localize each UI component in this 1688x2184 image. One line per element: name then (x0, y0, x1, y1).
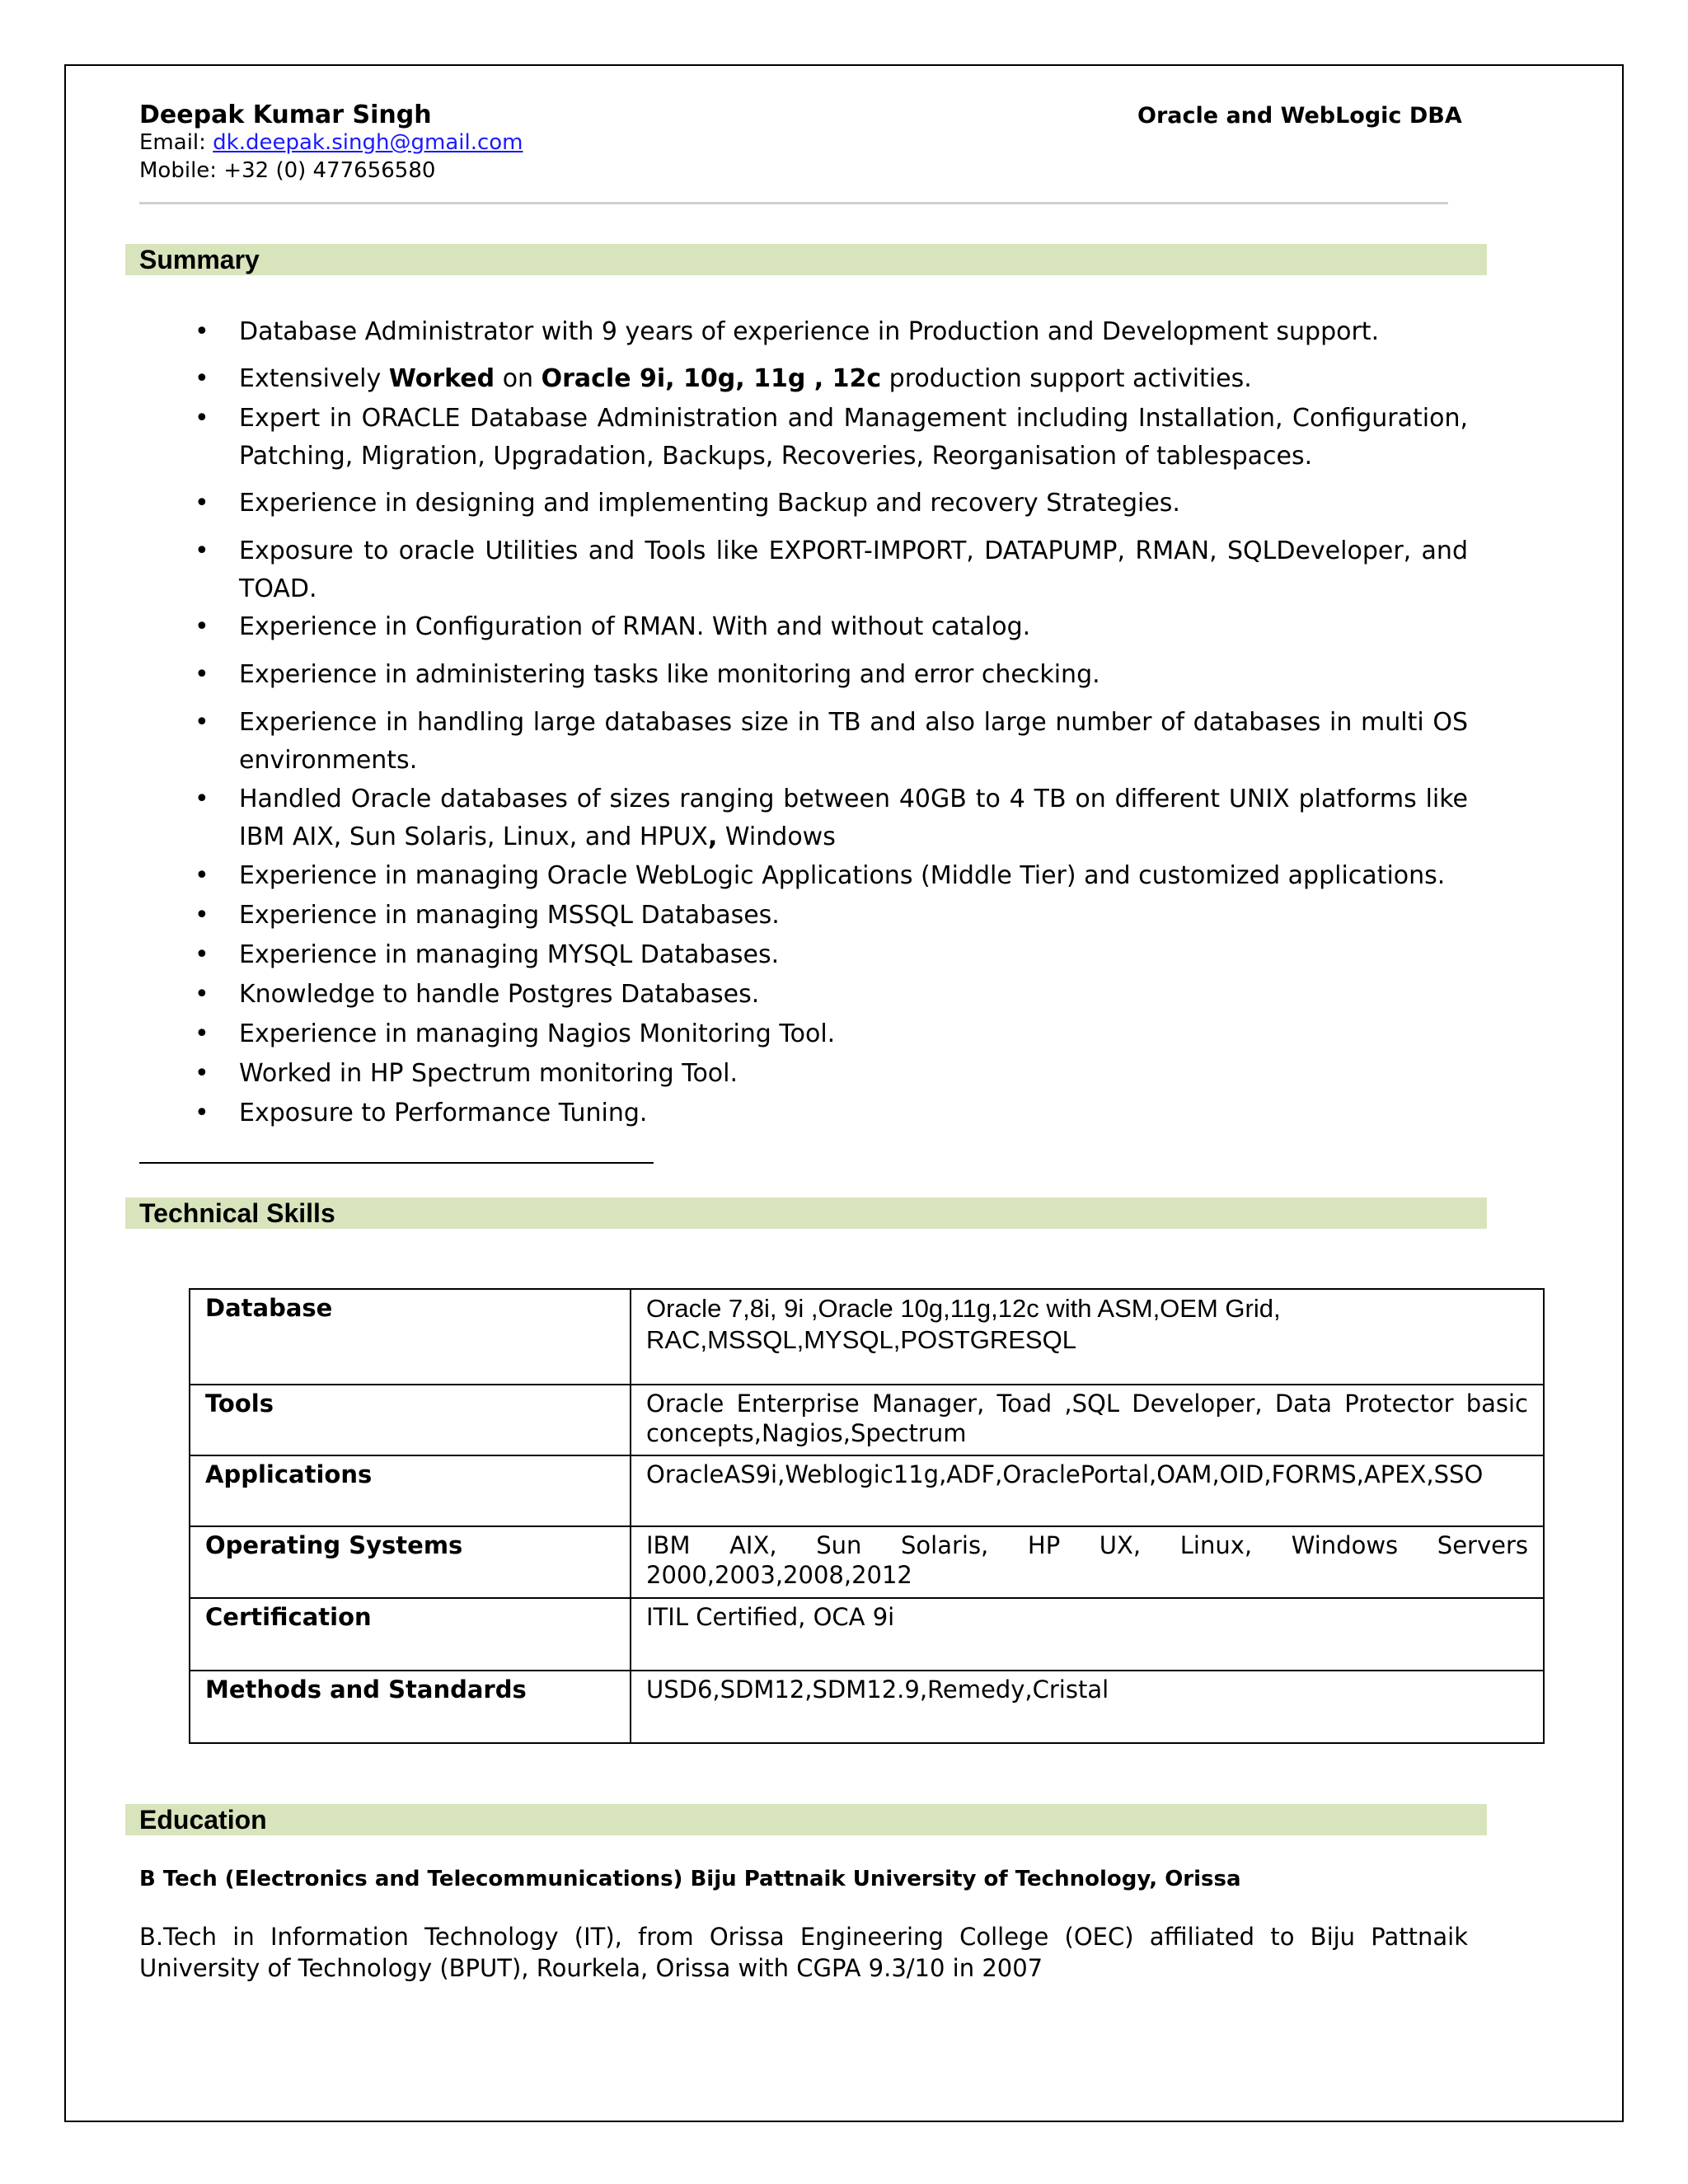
list-item (139, 656, 1468, 694)
bullet-icon: • (195, 489, 209, 518)
skill-value: USD6,SDM12,SDM12.9,Remedy,Cristal (631, 1671, 1544, 1743)
bullet-icon: • (195, 980, 209, 1009)
skill-category: Tools (190, 1385, 631, 1455)
mobile-line: Mobile: +32 (0) 477656580 (139, 158, 436, 183)
bullet-icon: • (195, 1019, 209, 1048)
list-item-text-post: Windows (717, 823, 836, 851)
list-item (139, 1015, 1468, 1053)
list-item (139, 360, 1468, 398)
table-row (190, 1289, 1544, 1385)
candidate-name: Deepak Kumar Singh (139, 101, 432, 129)
skills-table (189, 1288, 1545, 1744)
list-item-text: Database Administrator with 9 years of experience in Production and Development support. (239, 317, 1380, 346)
list-item-text-bold: , (707, 823, 718, 851)
skill-category: Database (190, 1289, 631, 1385)
bullet-icon: • (195, 317, 209, 346)
bullet-icon: • (195, 537, 209, 565)
list-item (139, 897, 1468, 935)
degree-detail: B.Tech in Information Technology (IT), from Orissa Engineering College (OEC) affiliated to Biju Pattnaik University of Technology (BPUT), Rourkela, Orissa with CGPA 9.3/10 in 2007 (139, 1923, 1468, 1982)
bullet-icon: • (195, 612, 209, 641)
bullet-icon: • (195, 364, 209, 393)
table-row (190, 1385, 1544, 1455)
skill-value: Oracle 7,8i, 9i ,Oracle 10g,11g,12c with ASM,OEM Grid, RAC,MSSQL,MYSQL,POSTGRESQL (631, 1289, 1544, 1385)
skill-category: Applications (190, 1455, 631, 1526)
list-item (139, 857, 1468, 895)
list-item (139, 780, 1468, 856)
skill-value: ITIL Certified, OCA 9i (631, 1598, 1544, 1671)
bullet-icon: • (195, 861, 209, 890)
list-item-text-bold: Worked (388, 364, 495, 393)
list-item-text: Experience in managing Oracle WebLogic Applications (Middle Tier) and customized applications. (239, 861, 1446, 890)
bullet-icon: • (195, 404, 209, 433)
skill-value: Oracle Enterprise Manager, Toad ,SQL Developer, Data Protector basic concepts,Nagios,Spectrum (631, 1385, 1544, 1455)
list-item (139, 704, 1468, 780)
bullet-icon: • (195, 901, 209, 930)
table-row (190, 1671, 1544, 1743)
email-line (139, 129, 523, 157)
degree-title: B Tech (Electronics and Telecommunications) Biju Pattnaik University of Technology, Orissa (139, 1867, 1241, 1891)
list-item-text-pre: Extensively (239, 364, 389, 393)
list-item (139, 1055, 1468, 1093)
skill-category: Methods and Standards (190, 1671, 631, 1743)
list-item (139, 936, 1468, 974)
bullet-icon: • (195, 708, 209, 737)
list-item (139, 485, 1468, 523)
summary-divider (139, 1162, 654, 1164)
list-item-text: Exposure to Performance Tuning. (239, 1099, 648, 1127)
skill-category: Certification (190, 1598, 631, 1671)
candidate-role: Oracle and WebLogic DBA (1137, 103, 1462, 129)
bullet-icon: • (195, 1059, 209, 1088)
technical-skills-heading: Technical Skills (125, 1197, 1487, 1229)
skill-value: OracleAS9i,Weblogic11g,ADF,OraclePortal,OAM,OID,FORMS,APEX,SSO (631, 1455, 1544, 1526)
bullet-icon: • (195, 1099, 209, 1127)
email-link[interactable]: dk.deepak.singh@gmail.com (213, 130, 523, 155)
list-item-text-post: production support activities. (881, 364, 1252, 393)
skill-value: IBM AIX, Sun Solaris, HP UX, Linux, Windows Servers 2000,2003,2008,2012 (631, 1526, 1544, 1598)
list-item-text: Worked in HP Spectrum monitoring Tool. (239, 1059, 738, 1088)
summary-heading: Summary (125, 244, 1487, 275)
list-item-text: Experience in handling large databases size in TB and also large number of databases in multi OS environments. (239, 708, 1468, 775)
list-item (139, 608, 1468, 646)
table-row (190, 1526, 1544, 1598)
list-item-text: Experience in administering tasks like monitoring and error checking. (239, 660, 1100, 689)
list-item-text: Exposure to oracle Utilities and Tools like EXPORT-IMPORT, DATAPUMP, RMAN, SQLDeveloper, and TOAD. (239, 537, 1468, 603)
list-item-text: Experience in designing and implementing Backup and recovery Strategies. (239, 489, 1180, 518)
list-item (139, 976, 1468, 1014)
table-row (190, 1598, 1544, 1671)
list-item (139, 1094, 1468, 1132)
table-row (190, 1455, 1544, 1526)
bullet-icon: • (195, 785, 209, 813)
list-item-text: Experience in managing MSSQL Databases. (239, 901, 780, 930)
list-item-text-bold: Oracle 9i, 10g, 11g , 12c (541, 364, 882, 393)
list-item (139, 532, 1468, 608)
bullet-icon: • (195, 940, 209, 969)
email-label: Email: (139, 130, 213, 155)
education-heading: Education (125, 1804, 1487, 1835)
list-item-text: Expert in ORACLE Database Administration and Management including Installation, Configuration, Patching, Migration, Upgradation, Backups, Recoveries, Reorganisation of tablespaces. (239, 404, 1468, 471)
list-item-text: Experience in managing Nagios Monitoring Tool. (239, 1019, 836, 1048)
list-item (139, 400, 1468, 476)
list-item (139, 313, 1468, 351)
list-item-text: Experience in Configuration of RMAN. With and without catalog. (239, 612, 1031, 641)
list-item-text: Experience in managing MYSQL Databases. (239, 940, 780, 969)
list-item-text-pre: Handled Oracle databases of sizes ranging between 40GB to 4 TB on different UNIX platforms like IBM AIX, Sun Solaris, Linux, and HPUX (239, 785, 1468, 851)
bullet-icon: • (195, 660, 209, 689)
list-item-text: Knowledge to handle Postgres Databases. (239, 980, 760, 1009)
header-divider (139, 202, 1448, 204)
list-item-text-mid: on (495, 364, 542, 393)
skill-category: Operating Systems (190, 1526, 631, 1598)
